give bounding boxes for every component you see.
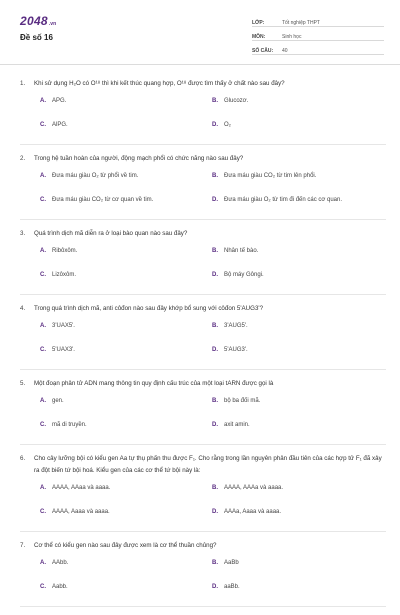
option-letter: B. — [212, 173, 218, 179]
answer-option[interactable] — [212, 195, 384, 219]
site-logo[interactable] — [20, 14, 56, 28]
meta-row-question-count — [252, 42, 384, 55]
answer-option[interactable] — [212, 120, 384, 144]
option-text: Nhân tế bào. — [224, 248, 259, 254]
question-stem — [20, 378, 386, 390]
option-letter: D. — [212, 584, 218, 590]
option-text: bộ ba đối mã. — [224, 398, 261, 404]
option-text: AAAA, Aaaa và aaaa. — [52, 509, 110, 515]
page-header — [0, 0, 400, 58]
option-letter: B. — [212, 323, 218, 329]
answer-option[interactable] — [40, 246, 212, 270]
question-item — [0, 453, 400, 532]
option-text: Aabb. — [52, 584, 68, 590]
question-text: Cơ thể có kiểu gen nào sau đây được xem là cơ thể thuần chủng? — [34, 542, 217, 549]
option-letter: A. — [40, 248, 46, 254]
answer-options — [40, 321, 386, 369]
question-stem — [20, 78, 386, 90]
question-item — [0, 303, 400, 370]
logo-suffix: .vn — [48, 21, 57, 27]
answer-option[interactable] — [212, 345, 384, 369]
answer-options — [40, 483, 386, 531]
option-letter: A. — [40, 323, 46, 329]
option-letter: D. — [212, 347, 218, 353]
option-text: Glucozơ. — [224, 98, 249, 104]
answer-option[interactable] — [40, 507, 212, 531]
answer-option[interactable] — [40, 420, 212, 444]
option-letter: B. — [212, 248, 218, 254]
meta-label: LỚP: — [252, 20, 265, 26]
option-text: Đưa máu giàu O₂ từ tim đi đến các cơ quan. — [224, 197, 343, 203]
option-letter: D. — [212, 197, 218, 203]
option-text: Lizôxôm. — [52, 272, 77, 278]
option-letter: A. — [40, 173, 46, 179]
option-text: mã di truyền. — [52, 422, 87, 428]
question-number: 1. — [20, 80, 26, 87]
option-text: axit amin. — [224, 422, 250, 428]
option-letter: D. — [212, 422, 218, 428]
option-text: Đưa máu giàu CO₂ từ tim lên phổi. — [224, 173, 317, 179]
answer-option[interactable] — [212, 558, 384, 582]
answer-options — [40, 558, 386, 606]
question-separator — [20, 606, 386, 607]
option-letter: C. — [40, 422, 46, 428]
question-item — [0, 378, 400, 445]
question-number: 3. — [20, 230, 26, 237]
question-number: 5. — [20, 380, 26, 387]
answer-option[interactable] — [40, 582, 212, 606]
meta-value: Tốt nghiệp THPT — [282, 20, 320, 26]
option-text: aaBb. — [224, 584, 240, 590]
answer-option[interactable] — [212, 396, 384, 420]
option-letter: A. — [40, 398, 46, 404]
option-letter: C. — [40, 347, 46, 353]
question-list — [0, 78, 400, 615]
answer-option[interactable] — [212, 483, 384, 507]
answer-option[interactable] — [212, 321, 384, 345]
question-separator — [20, 144, 386, 145]
question-number: 7. — [20, 542, 26, 549]
option-text: 3'AUG5'. — [224, 323, 248, 329]
option-letter: A. — [40, 560, 46, 566]
option-text: Bộ máy Gôngi. — [224, 272, 264, 278]
question-text: Trong quá trình dịch mã, anti côđon nào sau đây khớp bổ sung với côđon 5'AUG3'? — [34, 305, 264, 312]
question-separator — [20, 369, 386, 370]
question-item — [0, 540, 400, 607]
question-separator — [20, 531, 386, 532]
answer-option[interactable] — [212, 582, 384, 606]
option-text: AAAA, AAaa và aaaa. — [52, 485, 111, 491]
option-letter: D. — [212, 509, 218, 515]
meta-label: MÔN: — [252, 34, 266, 40]
question-text: Trong hệ tuần hoàn của người, động mạch phổi có chức năng nào sau đây? — [34, 155, 244, 162]
answer-option[interactable] — [212, 507, 384, 531]
answer-option[interactable] — [40, 345, 212, 369]
option-text: AlPG. — [52, 122, 68, 128]
question-text: Một đoạn phân tử ADN mang thông tin quy định cấu trúc của một loại tARN được gọi là — [34, 380, 274, 387]
question-stem — [20, 303, 386, 315]
option-letter: A. — [40, 485, 46, 491]
question-stem — [20, 153, 386, 165]
option-text: O₂ — [224, 122, 231, 128]
answer-options — [40, 171, 386, 219]
question-separator — [20, 219, 386, 220]
option-text: APG. — [52, 98, 67, 104]
option-text: gen. — [52, 398, 64, 404]
question-separator — [20, 444, 386, 445]
option-letter: C. — [40, 272, 46, 278]
option-letter: C. — [40, 197, 46, 203]
answer-option[interactable] — [40, 120, 212, 144]
question-item — [0, 228, 400, 295]
answer-option[interactable] — [40, 558, 212, 582]
question-number: 6. — [20, 455, 26, 462]
question-item — [0, 153, 400, 220]
answer-option[interactable] — [40, 270, 212, 294]
answer-option[interactable] — [40, 96, 212, 120]
meta-row-class — [252, 14, 384, 27]
option-text: AAAa, Aaaa và aaaa. — [224, 509, 282, 515]
option-text: 5'UAX3'. — [52, 347, 75, 353]
question-stem — [20, 228, 386, 240]
answer-option[interactable] — [40, 195, 212, 219]
answer-option[interactable] — [40, 321, 212, 345]
option-text: Đưa máu giàu CO₂ từ cơ quan về tim. — [52, 197, 154, 203]
meta-label: SỐ CÂU: — [252, 48, 274, 54]
question-stem — [20, 453, 386, 477]
option-text: AAbb. — [52, 560, 69, 566]
answer-option[interactable] — [40, 171, 212, 195]
option-letter: C. — [40, 584, 46, 590]
answer-option[interactable] — [212, 246, 384, 270]
option-letter: C. — [40, 509, 46, 515]
question-number: 4. — [20, 305, 26, 312]
question-text: Khi sử dụng H₂O có O¹⁸ thì khi kết thúc quang hợp, O¹⁸ được tìm thấy ở chất nào sau đây? — [34, 80, 285, 87]
header-divider — [0, 64, 400, 65]
question-stem — [20, 540, 386, 552]
meta-value: Sinh học — [282, 34, 302, 40]
option-letter: A. — [40, 98, 46, 104]
option-letter: C. — [40, 122, 46, 128]
option-text: 5'AUG3'. — [224, 347, 248, 353]
option-letter: B. — [212, 398, 218, 404]
question-separator — [20, 294, 386, 295]
answer-option[interactable] — [40, 483, 212, 507]
answer-options — [40, 246, 386, 294]
question-text: Cho cây lưỡng bội có kiểu gen Aa tự thụ phấn thu được F₁. Cho rằng trong lần nguyên phân đầu tiên của các hợp tử F₁ đã xảy ra đột biến tứ bội hoá. Kiểu gen của các cơ thể tứ bội này là: — [34, 455, 382, 474]
option-letter: B. — [212, 98, 218, 104]
answer-option[interactable] — [212, 171, 384, 195]
option-letter: B. — [212, 485, 218, 491]
meta-row-subject — [252, 28, 384, 41]
question-item — [0, 78, 400, 145]
option-text: AaBb — [224, 560, 239, 566]
answer-option[interactable] — [212, 270, 384, 294]
question-text: Quá trình dịch mã diễn ra ở loại bào quan nào sau đây? — [34, 230, 188, 237]
answer-option[interactable] — [212, 420, 384, 444]
answer-options — [40, 96, 386, 144]
logo-text: 2048 — [20, 14, 48, 28]
option-letter: B. — [212, 560, 218, 566]
option-text: Đưa máu giàu O₂ từ phổi về tim. — [52, 173, 139, 179]
meta-value: 40 — [282, 48, 288, 54]
answer-options — [40, 396, 386, 444]
question-number: 2. — [20, 155, 26, 162]
answer-option[interactable] — [212, 96, 384, 120]
option-letter: D. — [212, 272, 218, 278]
option-text: 3'UAX5'. — [52, 323, 75, 329]
exam-meta — [252, 14, 384, 56]
exam-title: Đề số 16 — [20, 33, 53, 42]
option-letter: D. — [212, 122, 218, 128]
option-text: Ribôxôm. — [52, 248, 78, 254]
option-text: AAAA, AAAa và aaaa. — [224, 485, 284, 491]
answer-option[interactable] — [40, 396, 212, 420]
